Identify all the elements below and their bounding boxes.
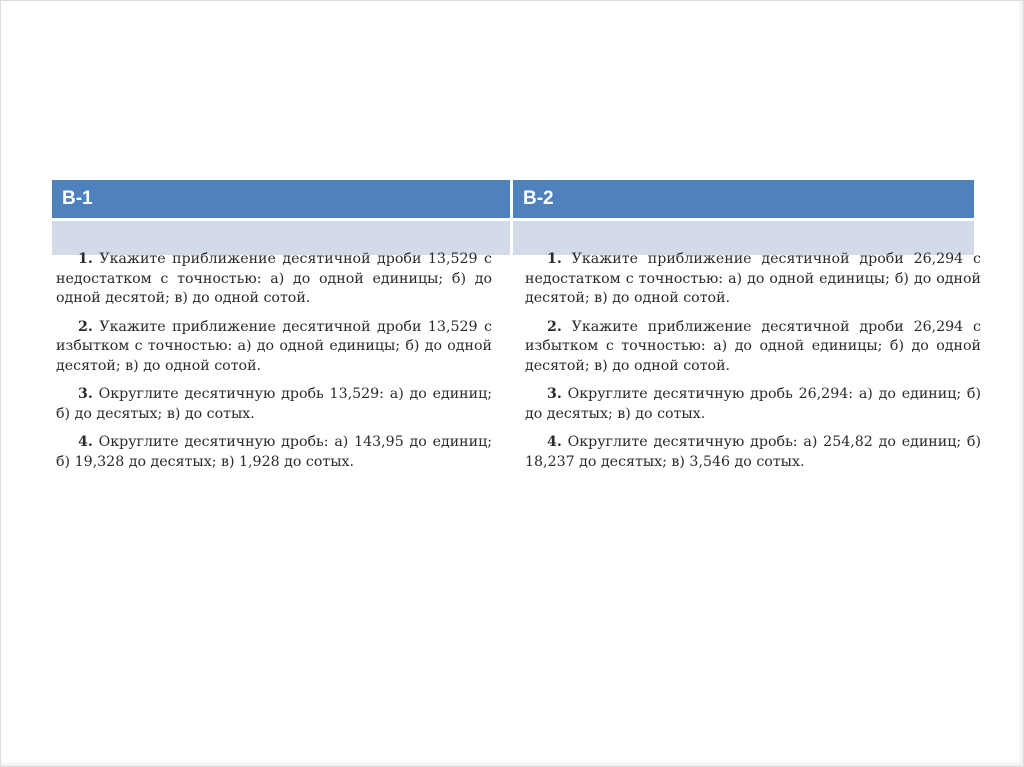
task-text: Укажите приближение десятичной дроби 13,529 с недостатком с точностью: а) до одной единицы; б) до одной десятой; в) до одной сотой. (56, 251, 492, 306)
header-variant-2: В-2 (513, 180, 974, 218)
task-item (525, 318, 981, 377)
task-item (525, 433, 981, 472)
task-number: 4. (78, 434, 93, 450)
variant-2-tasks (525, 250, 981, 481)
task-text: Укажите приближение десятичной дроби 26,294 с недостатком с точностью: а) до одной единицы; б) до одной десятой; в) до одной сотой. (525, 251, 981, 306)
task-text: Округлите десятичную дробь 26,294: а) до единиц; б) до десятых; в) до сотых. (525, 386, 981, 422)
task-item (525, 385, 981, 424)
task-text: Округлите десятичную дробь 13,529: а) до единиц; б) до десятых; в) до сотых. (56, 386, 492, 422)
task-item (56, 250, 492, 309)
task-text: Укажите приближение десятичной дроби 13,529 с избытком с точностью: а) до одной единицы; б) до одной десятой; в) до одной сотой. (56, 318, 492, 374)
task-text: Округлите десятичную дробь: а) 143,95 до единиц; б) 19,328 до десятых; в) 1,928 до сотых. (56, 434, 492, 470)
task-item (56, 318, 492, 377)
header-variant-1: В-1 (52, 180, 510, 218)
table-header-row (52, 180, 974, 218)
task-item (56, 385, 492, 424)
variants-table (52, 180, 974, 255)
task-number: 3. (78, 386, 93, 402)
task-text: Округлите десятичную дробь: а) 254,82 до единиц; б) 18,237 до десятых; в) 3,546 до сотых. (525, 434, 981, 470)
task-text: Укажите приближение десятичной дроби 26,294 с избытком с точностью: а) до одной единицы; б) до одной десятой; в) до одной сотой. (525, 318, 981, 374)
task-number: 1. (547, 251, 562, 267)
task-number: 2. (78, 318, 93, 335)
task-item (525, 250, 981, 309)
task-number: 3. (547, 386, 562, 402)
task-number: 1. (78, 251, 93, 267)
task-number: 4. (547, 434, 562, 450)
task-number: 2. (547, 318, 562, 335)
variant-1-tasks (56, 250, 492, 481)
task-item (56, 433, 492, 472)
